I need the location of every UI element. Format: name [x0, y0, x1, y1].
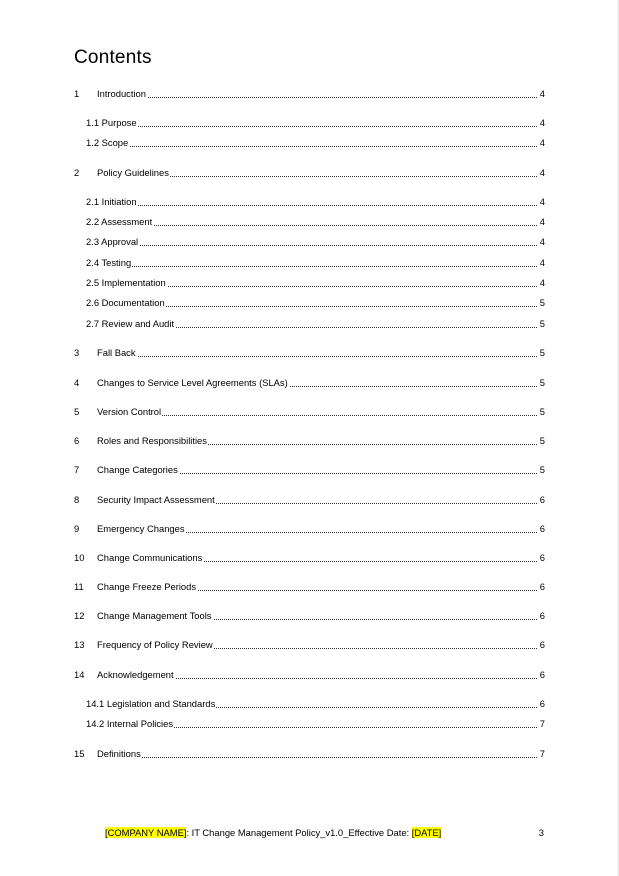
toc-entry[interactable]	[0, 580, 619, 594]
toc-entry[interactable]	[0, 493, 619, 507]
toc-entry-page-number: 4	[539, 257, 545, 268]
toc-entry-title-wrap	[97, 405, 545, 419]
toc-dot-leader	[97, 415, 545, 416]
toc-entry-page-number: 5	[539, 435, 545, 446]
toc-entry-title[interactable]: 1.2 Scope	[86, 137, 129, 148]
toc-entry-number: 11	[74, 581, 84, 592]
toc-dot-leader	[86, 245, 545, 246]
toc-entry[interactable]	[0, 522, 619, 536]
toc-entry[interactable]	[0, 376, 619, 390]
toc-entry[interactable]	[0, 668, 619, 682]
toc-entry[interactable]	[0, 195, 619, 209]
toc-entry-title[interactable]: Emergency Changes	[97, 523, 185, 534]
toc-entry-page-number: 4	[539, 216, 545, 227]
toc-entry[interactable]	[0, 551, 619, 565]
toc-entry-title-wrap	[97, 522, 545, 536]
toc-entry-title[interactable]: 2.2 Assessment	[86, 216, 153, 227]
toc-entry-title[interactable]: 1.1 Purpose	[86, 117, 137, 128]
toc-entry-number: 4	[74, 377, 80, 388]
footer-document-title: : IT Change Management Policy_v1.0_Effective Date:	[186, 827, 412, 838]
toc-entry-page-number: 4	[539, 236, 545, 247]
toc-entry[interactable]	[0, 317, 619, 331]
toc-entry-title-wrap	[97, 376, 545, 390]
toc-entry-page-number: 6	[539, 698, 545, 709]
toc-dot-leader	[97, 757, 545, 758]
toc-entry-title[interactable]: 14.2 Internal Policies	[86, 718, 174, 729]
toc-entry-page-number: 6	[539, 523, 545, 534]
toc-entry-title-wrap	[86, 276, 545, 290]
toc-entry-title[interactable]: Change Freeze Periods	[97, 581, 197, 592]
footer-page-number: 3	[538, 827, 544, 838]
toc-entry-number: 2	[74, 167, 80, 178]
toc-entry-title[interactable]: Policy Guidelines	[97, 167, 169, 178]
toc-entry-title[interactable]: Frequency of Policy Review	[97, 639, 213, 650]
toc-entry-page-number: 4	[539, 277, 545, 288]
toc-entry-page-number: 6	[539, 581, 545, 592]
date-placeholder: [DATE]	[411, 827, 442, 838]
toc-entry-number: 1	[74, 88, 80, 99]
toc-entry-page-number: 6	[539, 610, 545, 621]
toc-entry-number: 10	[74, 552, 85, 563]
toc-entry[interactable]	[0, 116, 619, 130]
toc-entry[interactable]	[0, 747, 619, 761]
toc-entry-page-number: 4	[539, 137, 545, 148]
toc-entry-number: 14	[74, 669, 85, 680]
contents-heading: Contents	[74, 47, 152, 68]
toc-entry[interactable]	[0, 717, 619, 731]
toc-entry-title[interactable]: Acknowledgement	[97, 669, 174, 680]
toc-entry-page-number: 5	[539, 347, 545, 358]
toc-entry[interactable]	[0, 405, 619, 419]
toc-entry-title[interactable]: Introduction	[97, 88, 146, 99]
toc-entry[interactable]	[0, 166, 619, 180]
toc-entry[interactable]	[0, 256, 619, 270]
toc-entry[interactable]	[0, 609, 619, 623]
toc-entry[interactable]	[0, 215, 619, 229]
toc-entry-title-wrap	[86, 317, 545, 331]
toc-entry-page-number: 6	[539, 552, 545, 563]
toc-entry-title[interactable]: Roles and Responsibilities	[97, 435, 207, 446]
toc-entry[interactable]	[0, 697, 619, 711]
toc-entry-number: 12	[74, 610, 85, 621]
toc-entry-title-wrap	[86, 256, 545, 270]
toc-dot-leader	[86, 205, 545, 206]
toc-entry[interactable]	[0, 463, 619, 477]
toc-entry-title[interactable]: 2.4 Testing	[86, 257, 132, 268]
toc-entry-title-wrap	[97, 638, 545, 652]
toc-entry-page-number: 6	[539, 639, 545, 650]
toc-entry-title[interactable]: Changes to Service Level Agreements (SLAs)	[97, 377, 288, 388]
toc-entry-number: 5	[74, 406, 80, 417]
toc-entry-number: 6	[74, 435, 80, 446]
toc-entry-title[interactable]: 2.5 Implementation	[86, 277, 166, 288]
toc-entry[interactable]	[0, 235, 619, 249]
toc-entry-title[interactable]: Change Categories	[97, 464, 178, 475]
toc-entry-title[interactable]: Definitions	[97, 748, 141, 759]
toc-entry-number: 15	[74, 748, 85, 759]
toc-entry-title[interactable]: Security Impact Assessment	[97, 494, 215, 505]
toc-entry[interactable]	[0, 638, 619, 652]
toc-entry-title[interactable]: 14.1 Legislation and Standards	[86, 698, 216, 709]
toc-entry-title-wrap	[86, 235, 545, 249]
toc-entry[interactable]	[0, 346, 619, 360]
toc-entry-title-wrap	[97, 580, 545, 594]
toc-entry-page-number: 4	[539, 167, 545, 178]
toc-entry-title-wrap	[86, 717, 545, 731]
toc-entry-title-wrap	[97, 668, 545, 682]
toc-entry-title-wrap	[86, 296, 545, 310]
toc-entry-title[interactable]: 2.1 Initiation	[86, 196, 137, 207]
toc-entry-title[interactable]: 2.3 Approval	[86, 236, 139, 247]
toc-entry-page-number: 4	[539, 117, 545, 128]
toc-entry-title-wrap	[97, 493, 545, 507]
toc-entry-page-number: 4	[539, 88, 545, 99]
company-name-placeholder: [COMPANY NAME]	[105, 827, 187, 838]
toc-dot-leader	[86, 146, 545, 147]
toc-entry-number: 7	[74, 464, 80, 475]
toc-entry-title-wrap	[86, 136, 545, 150]
toc-entry-page-number: 6	[539, 494, 545, 505]
toc-dot-leader	[86, 126, 545, 127]
toc-dot-leader	[86, 266, 545, 267]
toc-entry-title-wrap	[97, 609, 545, 623]
toc-entry-page-number: 5	[539, 318, 545, 329]
toc-entry-page-number: 5	[539, 464, 545, 475]
toc-entry-number: 3	[74, 347, 80, 358]
toc-entry-title-wrap	[97, 434, 545, 448]
toc-entry-number: 9	[74, 523, 80, 534]
toc-entry-title-wrap	[97, 346, 545, 360]
toc-dot-leader	[97, 97, 545, 98]
toc-entry-title[interactable]: Fall Back	[97, 347, 136, 358]
toc-entry-number: 8	[74, 494, 80, 505]
toc-entry-title-wrap	[97, 463, 545, 477]
toc-entry-page-number: 6	[539, 669, 545, 680]
toc-dot-leader	[97, 356, 545, 357]
toc-entry[interactable]	[0, 276, 619, 290]
toc-entry-title-wrap	[86, 697, 545, 711]
toc-entry-title-wrap	[86, 215, 545, 229]
toc-entry[interactable]	[0, 434, 619, 448]
toc-entry-page-number: 4	[539, 196, 545, 207]
toc-entry-title[interactable]: Change Communications	[97, 552, 203, 563]
toc-entry[interactable]	[0, 136, 619, 150]
toc-entry-title[interactable]: 2.7 Review and Audit	[86, 318, 175, 329]
page-footer	[105, 826, 441, 839]
toc-entry-title-wrap	[97, 551, 545, 565]
toc-entry-title-wrap	[97, 87, 545, 101]
toc-entry-title-wrap	[86, 195, 545, 209]
toc-entry-page-number: 7	[539, 718, 545, 729]
toc-entry[interactable]	[0, 296, 619, 310]
toc-entry-title[interactable]: 2.6 Documentation	[86, 297, 165, 308]
toc-entry-page-number: 7	[539, 748, 545, 759]
toc-entry-title-wrap	[97, 747, 545, 761]
toc-entry-page-number: 5	[539, 377, 545, 388]
toc-entry[interactable]	[0, 87, 619, 101]
toc-entry-number: 13	[74, 639, 85, 650]
toc-entry-title[interactable]: Change Management Tools	[97, 610, 212, 621]
toc-entry-title[interactable]: Version Control	[97, 406, 162, 417]
toc-entry-page-number: 5	[539, 297, 545, 308]
toc-entry-title-wrap	[97, 166, 545, 180]
toc-dot-leader	[86, 225, 545, 226]
toc-entry-page-number: 5	[539, 406, 545, 417]
toc-entry-title-wrap	[86, 116, 545, 130]
